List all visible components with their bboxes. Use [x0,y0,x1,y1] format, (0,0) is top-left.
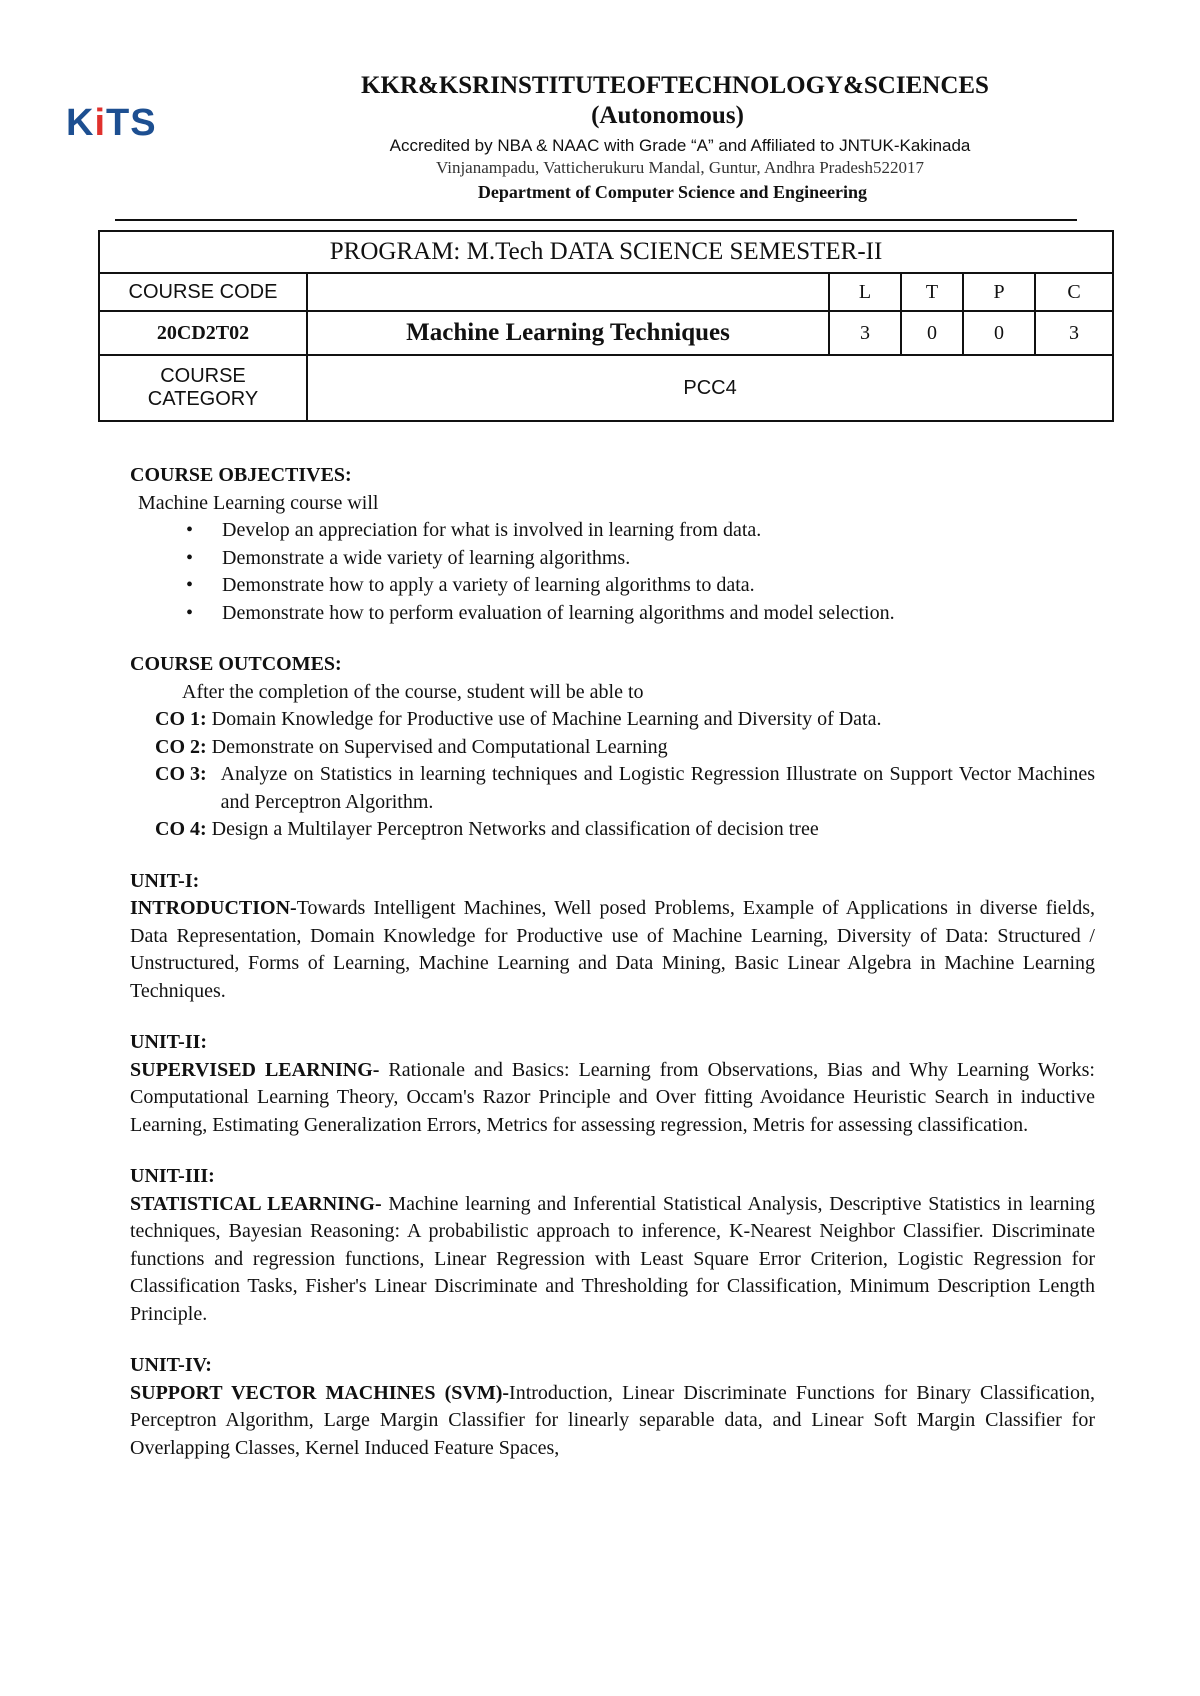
course-category-label-line1: COURSE [160,365,246,387]
logo-text-i: i [94,102,107,144]
blank-cell [307,273,829,311]
unit-text: Machine learning and Inferential Statistical Analysis, Descriptive Statistics in learning techniques, Bayesian Reasoning: A probabilistic approach to inference, K-Nearest Neighbor Classifier. Discriminate functions and regression functions, Linear Regression with Least Square Error Criterion, Logistic Regression for Classification Tasks, Fisher's Linear Discriminate and Thresholding for Classification, Minimum Description Length Principle. [130,1192,1095,1325]
unit-content [130,1380,1095,1463]
objective-item: • Develop an appreciation for what is involved in learning from data. [222,517,1095,545]
objective-item: • Demonstrate how to apply a variety of learning algorithms to data. [222,572,1095,600]
outcome-label: CO 4: [155,818,207,840]
address-line: Vinjanampadu, Vatticherukuru Mandal, Guntur, Andhra Pradesh522017 [435,158,925,177]
outcome-item [130,734,1095,762]
course-code: 20CD2T02 [99,311,307,355]
outcome-item [130,706,1095,734]
unit-title: INTRODUCTION- [130,897,297,919]
outcomes-heading: COURSE OUTCOMES: [130,653,342,675]
autonomous-label: (Autonomous) [591,102,744,129]
objectives-list [130,517,1095,627]
outcome-label: CO 3: [155,763,207,785]
header-divider [115,219,1077,221]
unit-text: Rationale and Basics: Learning from Observations, Bias and Why Learning Works: Computational Learning Theory, Occam's Razor Principle and Over fitting Avoidance Heuristic Search in inductive Learning, Estimating Generalization Errors, Metrics for assessing regression, Metris for assessing classification. [130,1058,1095,1136]
outcomes-intro: After the completion of the course, student will be able to [182,680,644,703]
unit-heading: UNIT-I: [130,869,200,892]
objective-item: • Demonstrate how to perform evaluation of learning algorithms and model selection. [222,600,1095,628]
objectives-heading: COURSE OBJECTIVES: [130,464,352,486]
unit-heading: UNIT-III: [130,1165,215,1187]
p-label: P [963,273,1035,311]
outcome-text: Domain Knowledge for Productive use of Machine Learning and Diversity of Data. [206,708,882,730]
outcome-text: Design a Multilayer Perceptron Networks and classification of decision tree [206,818,819,840]
t-value: 0 [901,311,963,355]
institute-name: KKR&KSRINSTITUTEOFTECHNOLOGY&SCIENCES [361,72,989,99]
course-code-label: COURSE CODE [99,273,307,311]
unit-heading: UNIT-II: [130,1031,208,1053]
c-value: 3 [1035,311,1113,355]
l-value: 3 [829,311,901,355]
unit-title: SUPPORT VECTOR MACHINES (SVM)- [130,1381,510,1404]
l-label: L [829,273,901,311]
department-name: Department of Computer Science and Engineering [477,182,868,202]
p-value: 0 [963,311,1035,355]
objective-item: • Demonstrate a wide variety of learning algorithms. [222,545,1095,573]
unit-content [130,1057,1095,1140]
course-category-label-line2: CATEGORY [147,388,259,410]
course-info-table [98,230,1114,422]
unit-content [130,1191,1095,1329]
objectives-intro: Machine Learning course will [138,491,379,514]
logo-text-ts: TS [106,102,157,144]
outcome-label: CO 1: [155,708,207,730]
c-label: C [1035,273,1113,311]
logo-text-k: K [66,102,95,144]
outcome-item [130,761,1095,816]
unit-title: STATISTICAL LEARNING- [130,1192,382,1215]
unit-content [130,895,1095,1005]
unit-heading: UNIT-IV: [130,1354,212,1376]
letterhead [0,72,1200,203]
outcome-text: Demonstrate on Supervised and Computational Learning [206,735,668,758]
outcome-item [130,816,1095,844]
course-title: Machine Learning Techniques [307,311,829,355]
unit-text: Towards Intelligent Machines, Well posed Problems, Example of Applications in diverse fields, Data Representation, Domain Knowledge for Productive use of Machine Learning, Diversity of Data: Structured / Unstructured, Forms of Learning, Machine Learning and Data Mining, Basic Linear Algebra in Machine Learning Techniques. [130,897,1095,1002]
accreditation-line: Accredited by NBA & NAAC with Grade “A” and Affiliated to JNTUK-Kakinada [389,136,971,155]
unit-text: Introduction, Linear Discriminate Functions for Binary Classification, Perceptron Algorithm, Large Margin Classifier for linearly separable data, and Linear Soft Margin Classifier for Overlapping Classes, Kernel Induced Feature Spaces, [130,1381,1095,1459]
syllabus-body [130,462,1095,1462]
outcome-text: Analyze on Statistics in learning techniques and Logistic Regression Illustrate on Support Vector Machines and Perceptron Algorithm. [220,763,1095,813]
unit-title: SUPERVISED LEARNING- [130,1058,380,1081]
course-category-label [99,355,307,421]
course-category: PCC4 [307,355,1113,421]
outcome-label: CO 2: [155,735,207,758]
program-cell: PROGRAM: M.Tech DATA SCIENCE SEMESTER-II [99,231,1113,273]
t-label: T [901,273,963,311]
